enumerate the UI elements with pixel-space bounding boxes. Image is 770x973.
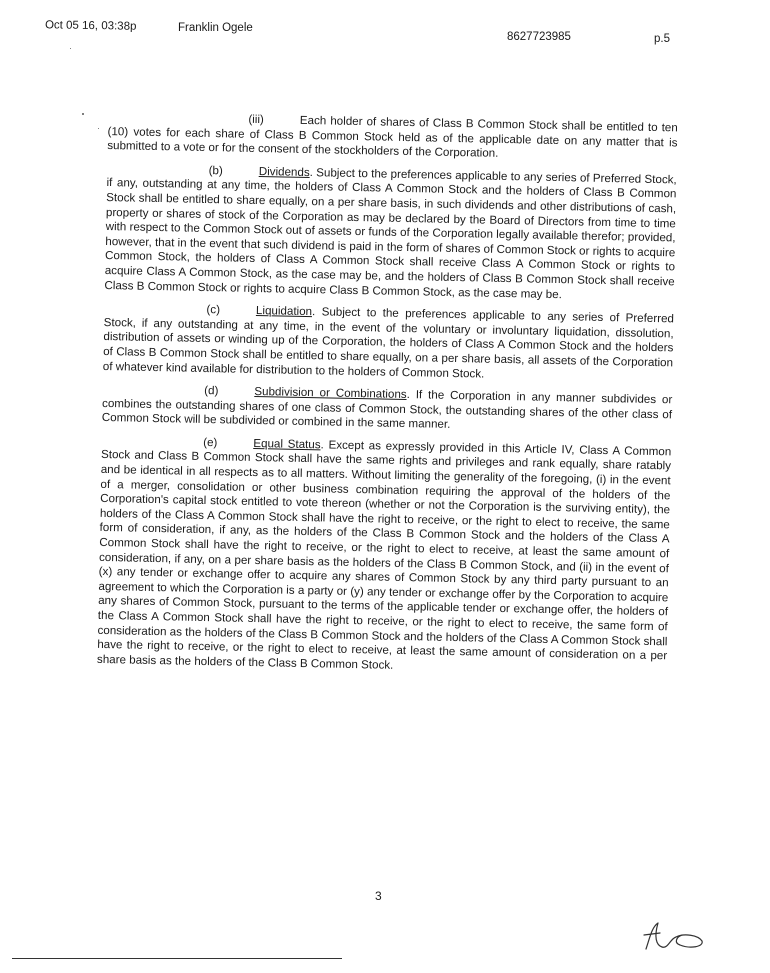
fax-datetime: Oct 05 16, 03:38p — [44, 19, 137, 33]
paragraph-c-liquidation — [103, 301, 674, 385]
paragraph-text: Each holder of shares of Class B Common Stock shall be entitled to ten (10) votes for each share of Class B Common Stock held as of the applicable date on any matter that is submitted to a vote or for the consent of the stockholders of the Corporation. — [107, 113, 678, 161]
paragraph-e-equal-status — [97, 434, 672, 679]
paragraph-heading: Dividends — [258, 164, 310, 179]
paragraph-text: . Except as expressly provided in this Article IV, Class A Common Stock and Class B Common Stock shall have the same rights and privileges and rank equally, share ratably and be identical in all respects as to all matters. Without limiting the generality of the foregoing, (i) in the event of a merger, consolidation or other business combination requiring the approval of the holders of the Corporation's capital stock entitled to vote thereon (whether or not the Corporation is the surviving entity), the holders of the Class A Common Stock shall have the right to receive, or the right to elect to receive, the same form of consideration, if any, as the holders of the Class B Common Stock and the holders of the Class A Common Stock shall have the right to receive, or the right to elect to receive, at least the same amount of consideration, if any, on a per share basis as the holders of the Class B Common Stock, and (ii) in the event of (x) any tender or exchange offer to acquire any shares of Common Stock by any third party pursuant to an agreement to which the Corporation is a party or (y) any tender or exchange offer by the Corporation to acquire any shares of Common Stock, pursuant to the terms of the applicable tender or exchange offer, the holders of the Class A Common Stock shall have the right to receive, or the right to elect to receive, the same form of consideration as the holders of the Class B Common Stock and the holders of the Class A Common Stock shall have the right to receive, or the right to elect to receive, at least the same amount of consideration on a per share basis as the holders of the Class B Common Stock. — [96, 438, 672, 672]
paragraph-iii — [107, 110, 678, 165]
paragraph-b-dividends — [104, 162, 677, 305]
paragraph-number: (b) — [208, 163, 223, 178]
paragraph-d-subdivision — [102, 382, 673, 437]
scan-speck — [82, 113, 84, 115]
scan-speck — [98, 128, 99, 129]
footer-rule — [12, 958, 342, 959]
handwritten-initials-icon — [640, 915, 710, 955]
paragraph-text: . If the Corporation in any manner subdivides or combines the outstanding shares of one class of Common Stock, the outstanding shares of the other class of Common Stock will be subdivided or combined in the same manner. — [101, 388, 673, 432]
paragraph-number: (c) — [206, 303, 221, 317]
fax-sender: Franklin Ogele — [178, 22, 253, 34]
paragraph-number: (d) — [204, 384, 219, 398]
paragraph-number: (e) — [203, 435, 218, 450]
paragraph-heading: Equal Status — [253, 436, 321, 452]
paragraph-heading: Liquidation — [255, 304, 313, 319]
fax-header — [0, 18, 770, 45]
paragraph-number: (iii) — [248, 112, 264, 127]
paragraph-text: . Subject to the preferences applicable to any series of Preferred Stock, if any outstanding at any time, in the event of the voluntary or involuntary liquidation, dissolution, distribution of assets or winding up of the Corporation, the holders of Class A Common Stock and the holders of Class B Common Stock shall be entitled to share equally, on a per share basis, all assets of the Corporation of whatever kind available for distribution to the holders of Common Stock. — [102, 305, 675, 381]
scan-speck — [70, 48, 71, 49]
fax-phone: 8627723985 — [507, 31, 571, 43]
document-body — [97, 110, 678, 687]
paragraph-heading: Subdivision or Combinations — [254, 385, 407, 402]
paragraph-text: . Subject to the preferences applicable to any series of Preferred Stock, if any, outstanding at any time, the holders of Class A Common Stock and the holders of Class B Common Stock shall be entitled to share equally, on a per share basis, in such dividends and other distributions of cash, property or shares of stock of the Corporation as may be declared by the Board of Directors from time to time with respect to the Common Stock out of assets or funds of the Corporation legally available therefor; provided, however, that in the event that such dividend is paid in the form of shares of Common Stock or rights to acquire Common Stock, the holders of Class A Common Stock shall receive Class A Common Stock or rights to acquire Class A Common Stock, as the case may be, and the holders of Class B Common Stock shall receive Class B Common Stock or rights to acquire Class B Common Stock, as the case may be. — [104, 165, 677, 301]
fax-page-number: p.5 — [654, 33, 670, 45]
page-number: 3 — [375, 889, 382, 903]
